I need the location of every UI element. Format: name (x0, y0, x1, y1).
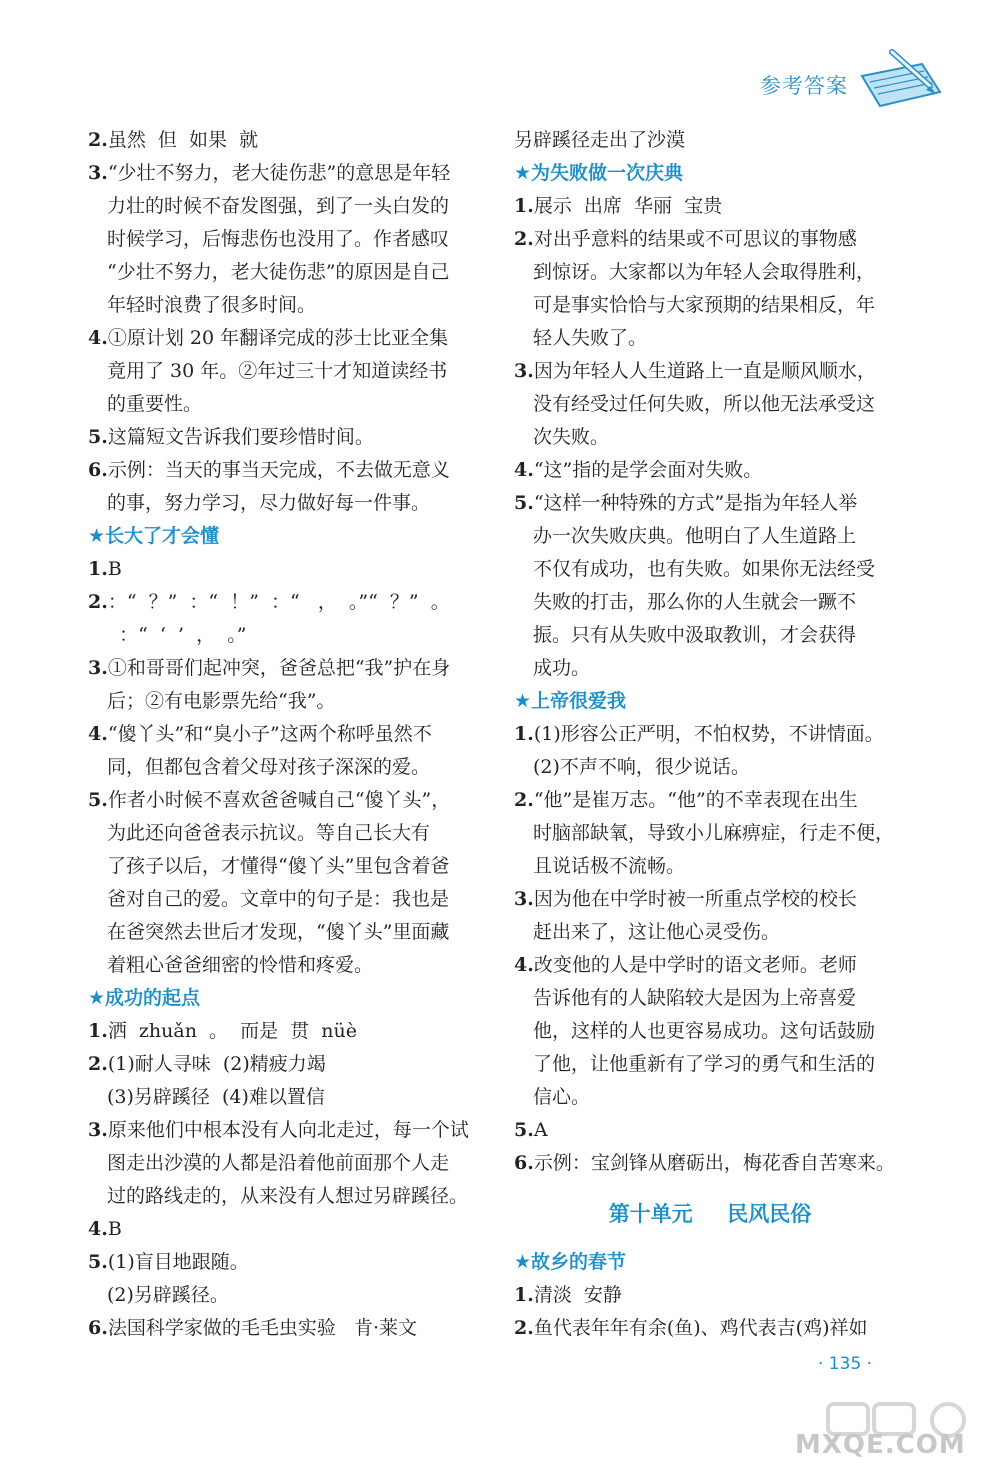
answer-line: 为此还向爸爸表示抗议。等自己长大有 (107, 822, 431, 844)
page-number: · 135 · (818, 1354, 873, 1374)
answer-line: “少壮不努力，老大徒伤悲”的原因是自己 (107, 261, 450, 283)
answer-item (514, 454, 906, 487)
answer-line: (3)另辟蹊径 (4)难以置信 (107, 1086, 325, 1108)
answer-item (514, 784, 906, 883)
answer-line: 3.因为年轻人人生道路上一直是顺风顺水， (514, 360, 876, 382)
answer-continuation (514, 124, 906, 157)
answer-line: 5.这篇短文告诉我们要珍惜时间。 (88, 426, 374, 448)
answer-item (514, 190, 906, 223)
answer-item (88, 1048, 480, 1114)
answer-item (88, 454, 480, 520)
answer-item (514, 355, 906, 454)
answer-item (88, 1312, 480, 1345)
answer-item (88, 157, 480, 322)
answer-line: 了孩子以后，才懂得“傻丫头”里包含着爸 (107, 855, 450, 877)
answer-item (514, 949, 906, 1114)
answer-line: 爸对自己的爱。文章中的句子是：我也是 (107, 888, 450, 910)
answer-line: 另辟蹊径走出了沙漠 (514, 129, 686, 151)
star-icon: ★ (514, 690, 532, 712)
answer-item (88, 1246, 480, 1312)
answer-line: 2.：“ ？” ：“ ！” ：“ ， 。”“ ？” 。 (88, 591, 450, 613)
writing-pad-icon (852, 42, 948, 114)
section-heading-text: 长大了才会懂 (105, 525, 220, 547)
answer-line: 1.(1)形容公正严明，不怕权势，不讲情面。 (514, 723, 884, 745)
section-heading (88, 520, 480, 553)
answer-line: 图走出沙漠的人都是沿着他前面那个人走 (107, 1152, 450, 1174)
unit-title: 第十单元 民风民俗 (608, 1202, 812, 1226)
answer-line: 他，这样的人也更容易成功。这句话鼓励 (533, 1020, 876, 1042)
answer-line: 力壮的时候不奋发图强，到了一头白发的 (107, 195, 450, 217)
answer-line: 5.A (514, 1119, 548, 1141)
answer-line: (2)不声不响，很少说话。 (533, 756, 750, 778)
answer-item (514, 718, 906, 784)
answer-item (88, 1015, 480, 1048)
answer-line: 1.展示 出席 华丽 宝贵 (514, 195, 723, 217)
answer-line: 3.原来他们中根本没有人向北走过，每一个试 (88, 1119, 469, 1141)
answer-line: 2.鱼代表年年有余(鱼)、鸡代表吉(鸡)祥如 (514, 1317, 868, 1339)
answer-item (88, 652, 480, 718)
star-icon: ★ (88, 987, 106, 1009)
answer-line: 后；②有电影票先给“我”。 (107, 690, 336, 712)
answer-line: 年轻时浪费了很多时间。 (107, 294, 317, 316)
watermark-text: MXQE.COM (795, 1430, 966, 1460)
answer-line: 没有经受过任何失败，所以他无法承受这 (533, 393, 876, 415)
answer-item (88, 421, 480, 454)
section-heading-text: 上帝很爱我 (531, 690, 627, 712)
answer-item (88, 553, 480, 586)
answer-line: 次失败。 (533, 426, 610, 448)
answer-line: 且说话极不流畅。 (533, 855, 686, 877)
answer-line: 不仅有成功，也有失败。如果你无法经受 (533, 558, 876, 580)
answer-line: 3.①和哥哥们起冲突，爸爸总把“我”护在身 (88, 657, 451, 679)
answer-line: 办一次失败庆典。他明白了人生道路上 (533, 525, 857, 547)
answer-line: 2.对出乎意料的结果或不可思议的事物感 (514, 228, 857, 250)
section-heading (514, 685, 906, 718)
answer-item (514, 1114, 906, 1147)
answer-line: 时候学习，后悔悲伤也没用了。作者感叹 (107, 228, 450, 250)
answer-line: 的重要性。 (107, 393, 203, 415)
answer-item (88, 322, 480, 421)
answer-item (514, 1147, 906, 1180)
answer-line: 的事，努力学习，尽力做好每一件事。 (107, 492, 431, 514)
answer-line: 6.示例：宝剑锋从磨砺出，梅花香自苦寒来。 (514, 1152, 895, 1174)
answer-line: (2)另辟蹊径。 (107, 1284, 229, 1306)
answer-item (88, 718, 480, 784)
answer-line: 1.清淡 安静 (514, 1284, 622, 1306)
section-heading-text: 成功的起点 (105, 987, 201, 1009)
answer-line: 4.“傻丫头”和“臭小子”这两个称呼虽然不 (88, 723, 432, 745)
answer-item (514, 883, 906, 949)
answer-item (88, 586, 480, 652)
section-heading (514, 1246, 906, 1279)
star-icon: ★ (514, 1251, 532, 1273)
answer-line: 失败的打击，那么你的人生就会一蹶不 (533, 591, 857, 613)
section-heading (88, 982, 480, 1015)
answer-line: 2.(1)耐人寻味 (2)精疲力竭 (88, 1053, 326, 1075)
answer-item (88, 1213, 480, 1246)
right-column (514, 124, 906, 1345)
answer-line: ：“ ‘ ’ ， 。” (107, 624, 247, 646)
answer-line: 5.“这样一种特殊的方式”是指为年轻人举 (514, 492, 858, 514)
answer-line: 告诉他有的人缺陷较大是因为上帝喜爱 (533, 987, 857, 1009)
answer-line: 4.B (88, 1218, 122, 1240)
answer-line: 赶出来了，这让他心灵受伤。 (533, 921, 781, 943)
answer-line: 4.①原计划 20 年翻译完成的莎士比亚全集 (88, 327, 449, 349)
answer-line: 竟用了 30 年。②年过三十才知道读经书 (107, 360, 448, 382)
answer-line: 6.法国科学家做的毛毛虫实验 肯·莱文 (88, 1317, 418, 1339)
answer-item (88, 124, 480, 157)
answer-line: 轻人失败了。 (533, 327, 648, 349)
star-icon: ★ (514, 162, 532, 184)
answer-line: 着粗心爸爸细密的怜惜和疼爱。 (107, 954, 374, 976)
left-column (88, 124, 480, 1345)
section-header-title: 参考答案 (760, 74, 848, 98)
answer-line: 同，但都包含着父母对孩子深深的爱。 (107, 756, 431, 778)
answer-line: 3.因为他在中学时被一所重点学校的校长 (514, 888, 857, 910)
section-heading-text: 为失败做一次庆典 (531, 162, 684, 184)
answer-line: 振。只有从失败中汲取教训，才会获得 (533, 624, 857, 646)
answer-line: 时脑部缺氧，导致小儿麻痹症，行走不便， (533, 822, 895, 844)
answer-item (514, 1312, 906, 1345)
answer-line: 到惊讶。大家都以为年轻人会取得胜利， (533, 261, 876, 283)
answer-line: 1.洒 zhuǎn 。 而是 贯 nüè (88, 1020, 358, 1042)
answer-line: 4.“这”指的是学会面对失败。 (514, 459, 763, 481)
answer-item (514, 223, 906, 355)
answer-line: 5.(1)盲目地跟随。 (88, 1251, 249, 1273)
answer-line: 过的路线走的，从来没有人想过另辟蹊径。 (107, 1185, 469, 1207)
answer-line: 6.示例：当天的事当天完成，不去做无意义 (88, 459, 450, 481)
answer-line: 信心。 (533, 1086, 591, 1108)
answer-line: 2.“他”是崔万志。“他”的不幸表现在出生 (514, 789, 858, 811)
answer-item (514, 487, 906, 685)
answer-line: 3.“少壮不努力，老大徒伤悲”的意思是年轻 (88, 162, 451, 184)
section-heading (514, 157, 906, 190)
answer-line: 可是事实恰恰与大家预期的结果相反，年 (533, 294, 876, 316)
answer-line: 1.B (88, 558, 122, 580)
answer-line: 2.虽然 但 如果 就 (88, 129, 259, 151)
answer-line: 4.改变他的人是中学时的语文老师。老师 (514, 954, 857, 976)
answer-item (514, 1279, 906, 1312)
answer-line: 了他，让他重新有了学习的勇气和生活的 (533, 1053, 876, 1075)
answer-line: 成功。 (533, 657, 591, 679)
section-heading-text: 故乡的春节 (531, 1251, 627, 1273)
answer-item (88, 784, 480, 982)
star-icon: ★ (88, 525, 106, 547)
answer-line: 5.作者小时候不喜欢爸爸喊自己“傻丫头”， (88, 789, 451, 811)
answer-line: 在爸突然去世后才发现，“傻丫头”里面藏 (107, 921, 450, 943)
answer-item (88, 1114, 480, 1213)
